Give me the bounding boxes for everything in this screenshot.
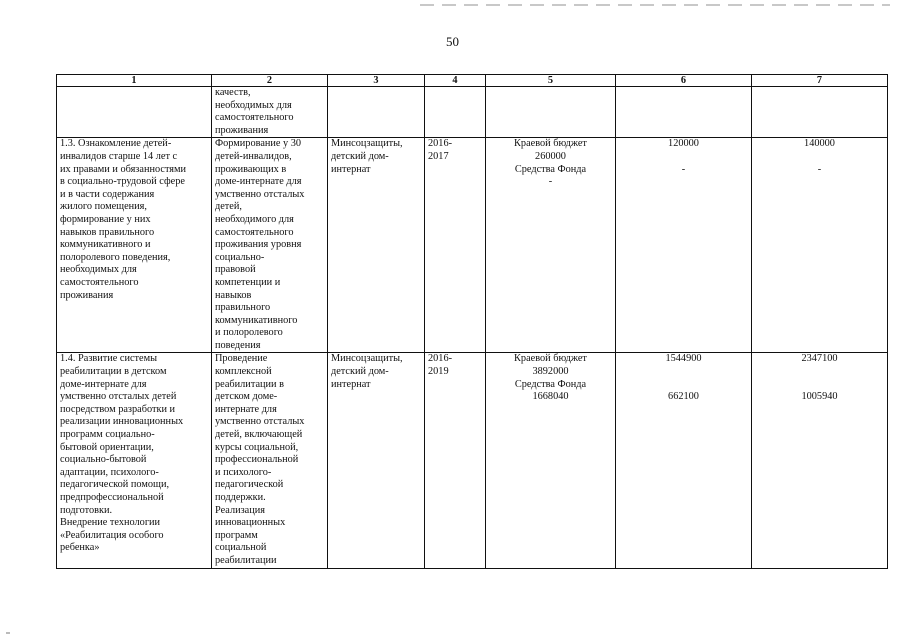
cell-line: Средства Фонда	[514, 378, 587, 390]
column-header: 2	[212, 75, 328, 87]
cell-line: посредством разработки и	[60, 403, 176, 415]
table-row	[57, 138, 888, 353]
table-row	[57, 353, 888, 568]
cell-line: Реализация	[215, 504, 265, 516]
cell-line	[755, 379, 884, 392]
cell-line: Краевой бюджет	[514, 138, 587, 150]
cell-line: бытовой ориентации,	[60, 441, 154, 453]
column-header: 3	[328, 75, 425, 87]
column-header: 7	[752, 75, 888, 87]
cell-line: навыков	[215, 289, 252, 301]
cell-line: -	[681, 163, 686, 175]
scan-artifact	[6, 632, 10, 634]
cell-line: проживания	[60, 289, 114, 301]
cell-line: проживающих в	[215, 163, 287, 175]
cell-line: 1544900	[665, 353, 702, 365]
table-cell	[486, 87, 616, 138]
cell-line: предпрофессиональной	[60, 492, 164, 503]
table-cell	[212, 353, 328, 568]
cell-line: 260000	[535, 150, 566, 162]
cell-line: Минсоцзащиты,	[331, 138, 403, 150]
cell-line: 1.3. Ознакомление детей-	[60, 138, 172, 150]
table-cell	[486, 138, 616, 353]
cell-line: интернате для	[215, 403, 277, 415]
cell-line: проживания уровня	[215, 239, 302, 251]
table-cell	[328, 138, 425, 353]
cell-line: доме-интернате для	[60, 378, 147, 390]
cell-line: профессиональной	[215, 454, 299, 466]
cell-line: проживания	[215, 124, 269, 136]
cell-line: компетенции и	[215, 276, 281, 288]
cell-line: 662100	[668, 391, 699, 403]
table-cell	[616, 353, 752, 568]
cell-line: доме-интернате для	[215, 176, 302, 188]
table-cell	[212, 138, 328, 353]
cell-line: Формирование у 30	[215, 138, 302, 150]
cell-line: умственно отсталых	[215, 188, 305, 200]
cell-line: детский дом-	[331, 366, 389, 378]
cell-line: в социально-трудовой сфере	[60, 176, 185, 188]
cell-line: умственно отсталых	[215, 416, 305, 428]
table-cell	[752, 87, 888, 138]
cell-line: -	[548, 176, 553, 188]
scan-artifact	[420, 4, 890, 6]
program-table	[56, 74, 888, 569]
cell-line: адаптации, психолого-	[60, 466, 159, 478]
page-number: 50	[446, 34, 459, 49]
header-row	[57, 75, 888, 87]
cell-line: инновационных	[215, 517, 286, 529]
cell-line: педагогической	[215, 479, 284, 491]
cell-line: и полоролевого	[215, 327, 283, 339]
cell-line: Проведение	[215, 353, 268, 365]
cell-line: необходимых для	[215, 99, 292, 111]
cell-line: навыков правильного	[60, 226, 155, 238]
cell-line: программ социально-	[60, 429, 155, 441]
cell-line: 3892000	[532, 366, 569, 378]
cell-line: социальной	[215, 542, 267, 554]
cell-line	[755, 151, 884, 164]
cell-line: Средства Фонда	[514, 163, 587, 175]
cell-line: 120000	[668, 138, 699, 150]
cell-line: реабилитации в детском	[60, 366, 167, 378]
cell-line: необходимых для	[60, 264, 137, 276]
table-cell	[57, 138, 212, 353]
cell-line: 1.4. Развитие системы	[60, 353, 158, 365]
cell-line: подготовки.	[60, 504, 113, 516]
column-header: 5	[486, 75, 616, 87]
table-cell	[752, 353, 888, 568]
cell-line: 1668040	[532, 391, 569, 403]
cell-line: самостоятельного	[60, 276, 139, 288]
cell-line: правовой	[215, 264, 256, 276]
cell-line: коммуникативного и	[60, 239, 151, 251]
column-header: 1	[57, 75, 212, 87]
cell-line: необходимого для	[215, 213, 294, 225]
cell-line: жилого помещения,	[60, 201, 147, 213]
cell-line: 2016-	[428, 138, 453, 150]
cell-line	[619, 151, 748, 164]
cell-line: коммуникативного	[215, 314, 298, 326]
cell-line: реализации инновационных	[60, 416, 184, 428]
cell-line: 2016-	[428, 353, 453, 365]
cell-line: формирование у них	[60, 213, 151, 225]
cell-line: инвалидов старше 14 лет с	[60, 150, 178, 162]
column-header: 4	[425, 75, 486, 87]
cell-line: «Реабилитация особого	[60, 529, 164, 541]
cell-line: детей, включающей	[215, 429, 303, 441]
cell-line	[619, 366, 748, 379]
table-cell	[328, 353, 425, 568]
table-cell	[425, 87, 486, 138]
cell-line: поддержки.	[215, 492, 266, 503]
table-cell	[486, 353, 616, 568]
cell-line: самостоятельного	[215, 226, 294, 238]
cell-line: детей,	[215, 201, 242, 213]
cell-line: интернат	[331, 163, 371, 175]
table-cell	[425, 138, 486, 353]
table-cell	[425, 353, 486, 568]
cell-line	[619, 379, 748, 392]
cell-line: интернат	[331, 378, 371, 390]
cell-line: 2017	[428, 150, 449, 162]
cell-line: комплексной	[215, 366, 272, 378]
cell-line: Краевой бюджет	[514, 353, 587, 365]
cell-line: правильного	[215, 302, 271, 314]
table-cell	[328, 87, 425, 138]
cell-line: педагогической помощи,	[60, 479, 170, 491]
table-cell	[57, 353, 212, 568]
cell-line: и психолого-	[215, 466, 272, 478]
cell-line: Минсоцзащиты,	[331, 353, 403, 365]
cell-line: полоролевого поведения,	[60, 251, 171, 263]
table-cell	[752, 138, 888, 353]
cell-line: программ	[215, 529, 258, 541]
cell-line: 2019	[428, 366, 449, 378]
cell-line: умственно отсталых детей	[60, 391, 177, 403]
cell-line: курсы социальной,	[215, 441, 299, 453]
cell-line	[755, 366, 884, 379]
cell-line: детский дом-	[331, 150, 389, 162]
cell-line: ребенка»	[60, 542, 100, 554]
cell-line: поведения	[215, 339, 261, 351]
cell-line: -	[817, 163, 822, 175]
table-cell	[212, 87, 328, 138]
cell-line: 2347100	[801, 353, 838, 365]
cell-line: детском доме-	[215, 391, 278, 403]
cell-line: их правами и обязанностями	[60, 163, 187, 175]
cell-line: 1005940	[801, 391, 838, 403]
cell-line: и в части содержания	[60, 188, 155, 200]
column-header: 6	[616, 75, 752, 87]
cell-line: детей-инвалидов,	[215, 150, 292, 162]
table-cell	[616, 87, 752, 138]
cell-line: социально-	[215, 251, 265, 263]
cell-line: Внедрение технологии	[60, 517, 161, 529]
cell-line: реабилитации в	[215, 378, 284, 390]
cell-line: реабилитации	[215, 554, 277, 566]
cell-line: 140000	[804, 138, 835, 150]
table-row	[57, 87, 888, 138]
table-cell	[616, 138, 752, 353]
table-cell	[57, 87, 212, 138]
cell-line: качеств,	[215, 87, 251, 98]
cell-line: самостоятельного	[215, 112, 294, 124]
cell-line: социально-бытовой	[60, 454, 147, 466]
